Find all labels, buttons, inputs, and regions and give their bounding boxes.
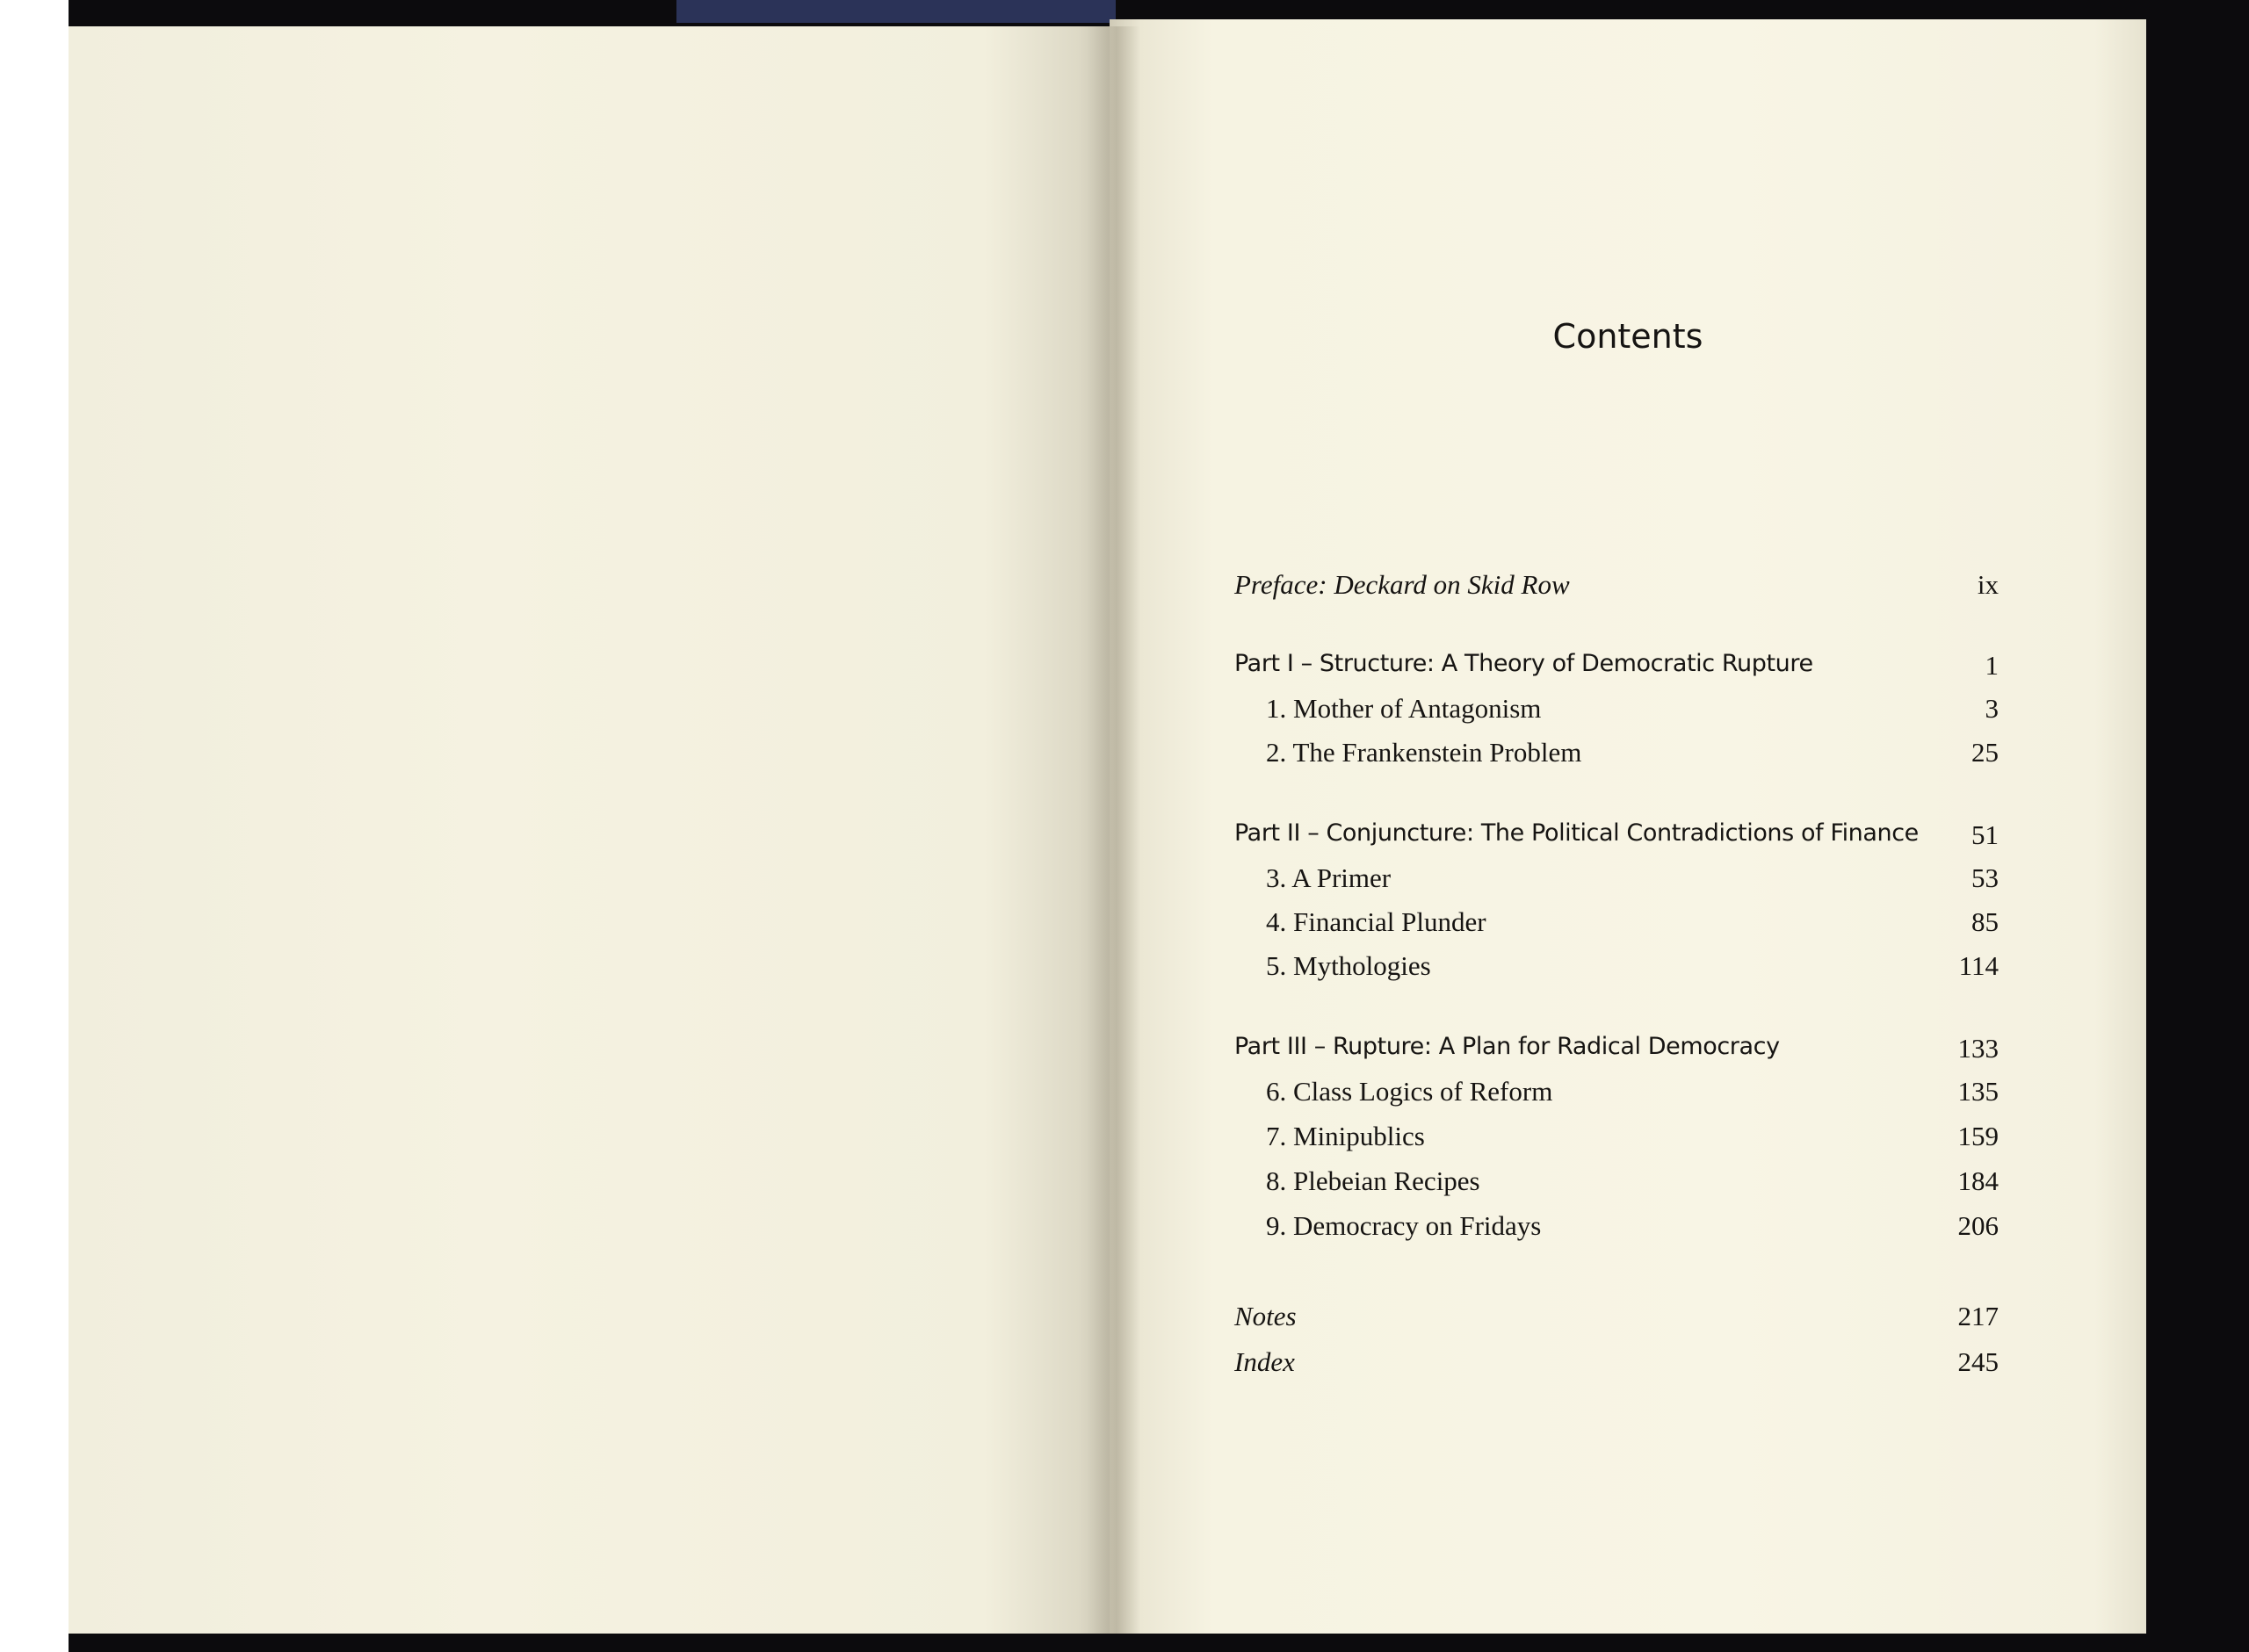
toc-entry-title: Preface: Deckard on Skid Row xyxy=(1234,569,1570,600)
toc-entry-title: Part I – Structure: A Theory of Democratic Rupture xyxy=(1234,650,1813,677)
toc-entry-chapter-4[interactable] xyxy=(1234,906,1999,945)
toc-entry-title: Notes xyxy=(1234,1301,1297,1331)
toc-entry-part-3[interactable] xyxy=(1234,1033,1999,1071)
toc-page-number: 245 xyxy=(1957,1346,1999,1377)
toc-entry-title: 8. Plebeian Recipes xyxy=(1266,1165,1480,1196)
toc-entry-index[interactable] xyxy=(1234,1346,1999,1385)
toc-entry-chapter-8[interactable] xyxy=(1234,1165,1999,1204)
toc-page-number: 184 xyxy=(1957,1165,1999,1196)
toc-entry-part-2[interactable] xyxy=(1234,819,1999,858)
toc-entry-preface[interactable] xyxy=(1234,569,1999,608)
toc-entry-title: 4. Financial Plunder xyxy=(1266,906,1486,937)
table-of-contents xyxy=(1234,0,1999,1652)
toc-entry-title: 9. Democracy on Fridays xyxy=(1266,1210,1542,1241)
toc-entry-chapter-1[interactable] xyxy=(1234,693,1999,732)
toc-entry-chapter-6[interactable] xyxy=(1234,1076,1999,1115)
toc-entry-title: 5. Mythologies xyxy=(1266,950,1431,981)
toc-entry-title: 1. Mother of Antagonism xyxy=(1266,693,1542,724)
toc-entry-title: 6. Class Logics of Reform xyxy=(1266,1076,1553,1107)
toc-page-number: 1 xyxy=(1985,650,1999,681)
toc-page-number: 53 xyxy=(1971,862,1999,893)
toc-page-number: 135 xyxy=(1957,1076,1999,1107)
left-page xyxy=(69,26,1110,1634)
toc-entry-chapter-9[interactable] xyxy=(1234,1210,1999,1249)
toc-entry-chapter-2[interactable] xyxy=(1234,737,1999,776)
toc-entry-chapter-7[interactable] xyxy=(1234,1121,1999,1159)
toc-entry-title: 2. The Frankenstein Problem xyxy=(1266,737,1582,768)
toc-page-number: 133 xyxy=(1957,1033,1999,1064)
toc-page-number: 85 xyxy=(1971,906,1999,937)
toc-page-number: 114 xyxy=(1958,950,1999,981)
toc-page-number: 25 xyxy=(1971,737,1999,768)
toc-entry-chapter-5[interactable] xyxy=(1234,950,1999,989)
toc-entry-title: Part II – Conjuncture: The Political Contradictions of Finance xyxy=(1234,819,1919,847)
background-edge xyxy=(0,0,69,1652)
toc-entry-title: 7. Minipublics xyxy=(1266,1121,1425,1151)
toc-entry-title: 3. A Primer xyxy=(1266,862,1392,893)
toc-page-number: 51 xyxy=(1971,819,1999,850)
toc-page-number: ix xyxy=(1977,569,1999,600)
toc-entry-title: Part III – Rupture: A Plan for Radical Democracy xyxy=(1234,1033,1780,1060)
toc-entry-part-1[interactable] xyxy=(1234,650,1999,689)
toc-entry-notes[interactable] xyxy=(1234,1301,1999,1339)
toc-page-number: 3 xyxy=(1985,693,1999,724)
toc-page-number: 159 xyxy=(1957,1121,1999,1151)
toc-page-number: 206 xyxy=(1957,1210,1999,1241)
toc-page-number: 217 xyxy=(1957,1301,1999,1331)
toc-entry-title: Index xyxy=(1234,1346,1295,1377)
toc-entry-chapter-3[interactable] xyxy=(1234,862,1999,901)
page-title: Contents xyxy=(1552,317,1703,356)
